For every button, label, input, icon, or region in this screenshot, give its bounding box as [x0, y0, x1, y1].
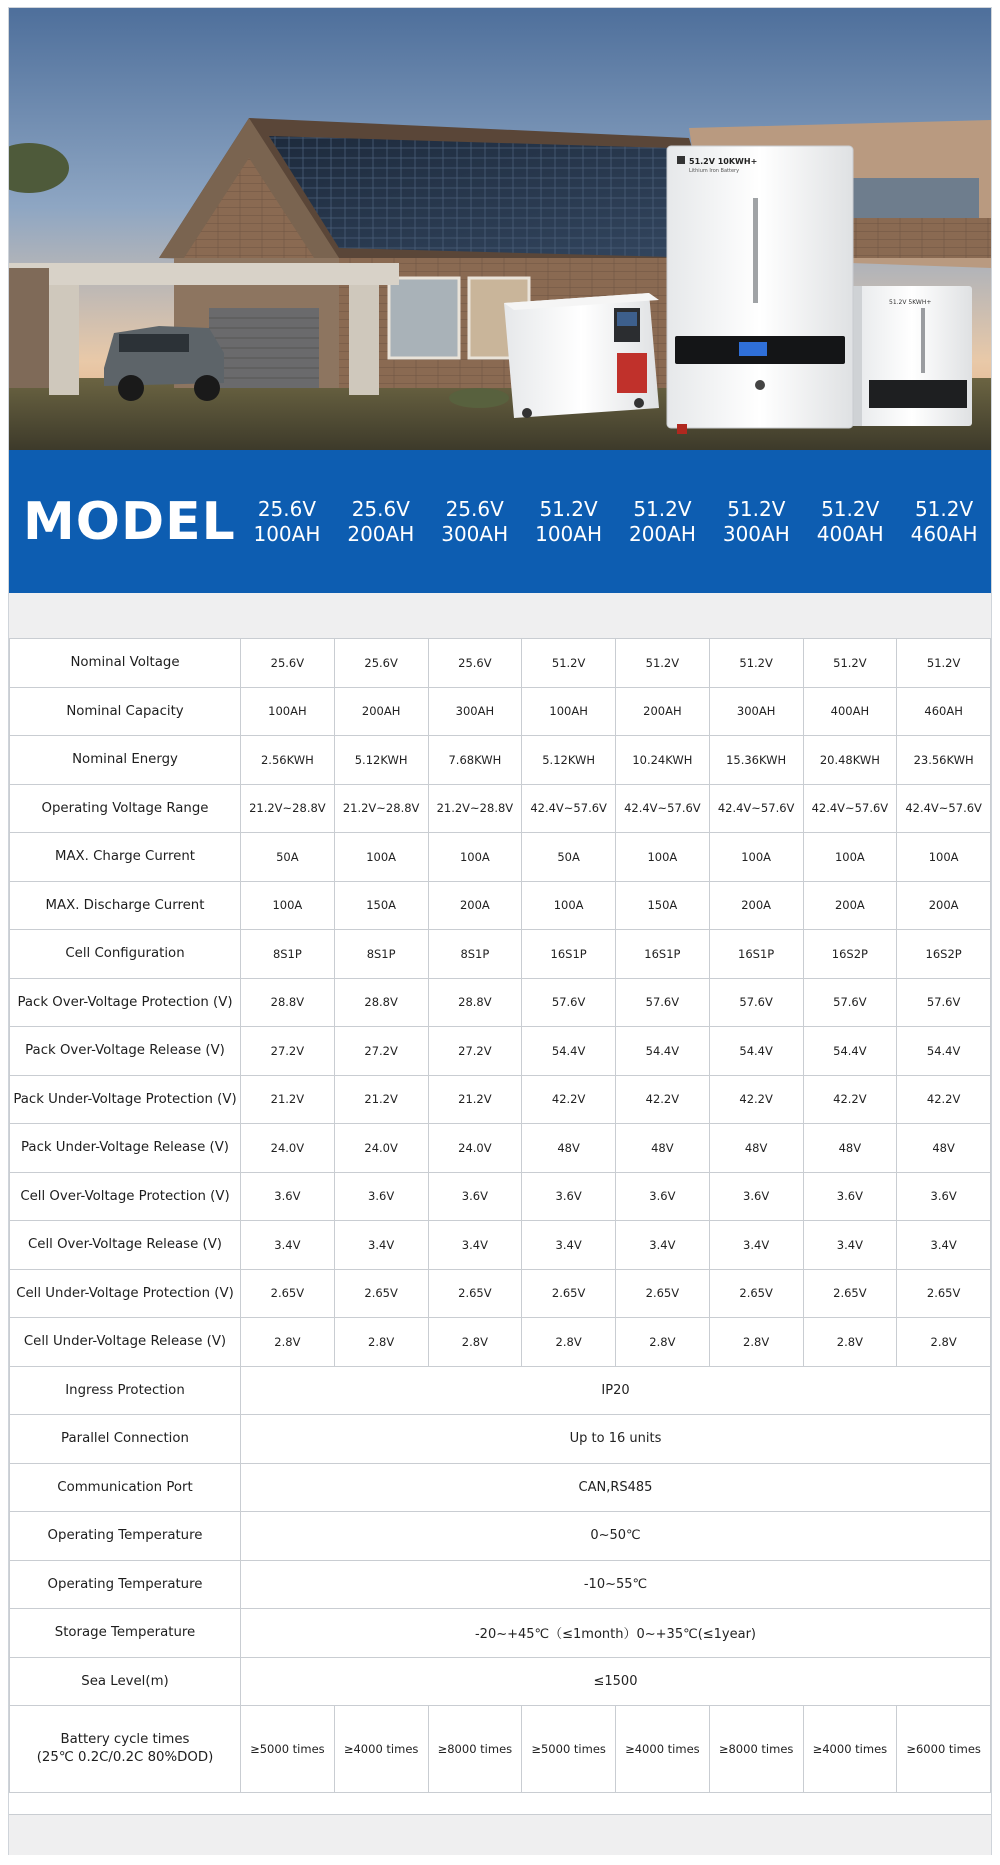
model-capacity: 400AH [816, 521, 884, 546]
cycle-value: ≥8000 times [709, 1706, 803, 1793]
spec-value: 2.65V [241, 1269, 335, 1318]
spec-value: 54.4V [709, 1027, 803, 1076]
spec-value: 5.12KWH [522, 736, 616, 785]
spec-value: 8S1P [334, 930, 428, 979]
spec-value: 57.6V [897, 978, 991, 1027]
spec-label: MAX. Discharge Current [10, 881, 241, 930]
spec-value: 51.2V [616, 639, 710, 688]
spec-value: 48V [616, 1124, 710, 1173]
spec-value: 42.4V~57.6V [616, 784, 710, 833]
spec-value: 3.4V [616, 1221, 710, 1270]
spec-label: Pack Over-Voltage Protection (V) [10, 978, 241, 1027]
cycle-value: ≥8000 times [428, 1706, 522, 1793]
spec-value: 48V [709, 1124, 803, 1173]
spec-value: 2.8V [334, 1318, 428, 1367]
spec-value: 100A [428, 833, 522, 882]
model-columns [240, 450, 991, 593]
spec-label: Nominal Energy [10, 736, 241, 785]
model-capacity: 100AH [535, 521, 603, 546]
spec-value: 57.6V [616, 978, 710, 1027]
spec-value: 54.4V [616, 1027, 710, 1076]
spec-value: 2.8V [241, 1318, 335, 1367]
spec-value: 2.56KWH [241, 736, 335, 785]
spec-value: 2.65V [803, 1269, 897, 1318]
spec-value: 3.4V [709, 1221, 803, 1270]
spec-value: 100AH [241, 687, 335, 736]
spec-label: Cell Over-Voltage Protection (V) [10, 1172, 241, 1221]
spec-value: 3.4V [803, 1221, 897, 1270]
model-column [522, 450, 616, 593]
spec-label: Cell Configuration [10, 930, 241, 979]
spec-value: 27.2V [334, 1027, 428, 1076]
spec-value: 42.4V~57.6V [709, 784, 803, 833]
spec-row [10, 1172, 991, 1221]
spec-value: 460AH [897, 687, 991, 736]
spec-table [9, 638, 991, 1793]
model-column [334, 450, 428, 593]
spec-value: 42.2V [803, 1075, 897, 1124]
spec-value: 100A [522, 881, 616, 930]
spec-value: 24.0V [428, 1124, 522, 1173]
cycle-value: ≥5000 times [241, 1706, 335, 1793]
cabinet-battery-graphic [504, 293, 659, 418]
spec-label: Sea Level(m) [10, 1657, 241, 1706]
spec-row [10, 687, 991, 736]
spec-value: 2.65V [616, 1269, 710, 1318]
spec-value: 150A [616, 881, 710, 930]
spec-value: 3.6V [334, 1172, 428, 1221]
model-capacity: 100AH [253, 521, 321, 546]
model-capacity: 200AH [628, 521, 696, 546]
spec-row [10, 1124, 991, 1173]
spec-value: 2.8V [897, 1318, 991, 1367]
spec-value: 54.4V [803, 1027, 897, 1076]
model-voltage: 25.6V [445, 496, 504, 521]
spec-value: 16S1P [709, 930, 803, 979]
spec-label: Storage Temperature [10, 1609, 241, 1658]
spec-shared-value: -10~55℃ [241, 1560, 991, 1609]
model-voltage: 51.2V [914, 496, 974, 521]
spec-row [10, 978, 991, 1027]
model-column [803, 450, 897, 593]
spec-value: 21.2V~28.8V [241, 784, 335, 833]
spec-value: 42.4V~57.6V [897, 784, 991, 833]
spec-value: 2.8V [709, 1318, 803, 1367]
model-column [428, 450, 522, 593]
spec-value: 300AH [709, 687, 803, 736]
spec-value: 2.65V [428, 1269, 522, 1318]
spec-value: 2.65V [897, 1269, 991, 1318]
spec-shared-value: IP20 [241, 1366, 991, 1415]
model-capacity: 300AH [441, 521, 509, 546]
spec-label: Pack Under-Voltage Release (V) [10, 1124, 241, 1173]
spec-value: 25.6V [241, 639, 335, 688]
spec-value: 8S1P [241, 930, 335, 979]
spec-value: 21.2V~28.8V [334, 784, 428, 833]
house-with-batteries-illustration [9, 8, 991, 450]
spec-value: 10.24KWH [616, 736, 710, 785]
cycle-value: ≥4000 times [334, 1706, 428, 1793]
spec-value: 100A [897, 833, 991, 882]
spec-value: 300AH [428, 687, 522, 736]
spec-value: 28.8V [241, 978, 335, 1027]
spec-row-cycles [10, 1706, 991, 1793]
spec-value: 100A [616, 833, 710, 882]
spec-value: 23.56KWH [897, 736, 991, 785]
spec-shared-value: ≤1500 [241, 1657, 991, 1706]
spec-value: 24.0V [334, 1124, 428, 1173]
spec-value: 2.8V [522, 1318, 616, 1367]
spec-value: 100A [241, 881, 335, 930]
spec-row-shared [10, 1415, 991, 1464]
spec-label: Cell Under-Voltage Protection (V) [10, 1269, 241, 1318]
spec-row-shared [10, 1560, 991, 1609]
spec-row [10, 1269, 991, 1318]
spec-value: 42.2V [897, 1075, 991, 1124]
spec-value: 3.4V [428, 1221, 522, 1270]
spec-label: Pack Over-Voltage Release (V) [10, 1027, 241, 1076]
spec-value: 21.2V [428, 1075, 522, 1124]
model-banner [9, 450, 991, 593]
spec-value: 21.2V~28.8V [428, 784, 522, 833]
model-column [616, 450, 710, 593]
spec-value: 200A [803, 881, 897, 930]
spec-row [10, 736, 991, 785]
spec-value: 21.2V [241, 1075, 335, 1124]
spec-value: 28.8V [428, 978, 522, 1027]
model-voltage: 25.6V [257, 496, 317, 521]
spec-value: 28.8V [334, 978, 428, 1027]
spec-value: 57.6V [803, 978, 897, 1027]
spec-value: 3.6V [803, 1172, 897, 1221]
spec-value: 51.2V [522, 639, 616, 688]
spec-row [10, 639, 991, 688]
spec-value: 48V [803, 1124, 897, 1173]
spec-shared-value: CAN,RS485 [241, 1463, 991, 1512]
spec-value: 200AH [616, 687, 710, 736]
spec-value: 200A [709, 881, 803, 930]
wall-battery-sub: Lithium Iron Battery [689, 168, 740, 174]
spec-label: MAX. Charge Current [10, 833, 241, 882]
spec-value: 100A [803, 833, 897, 882]
spec-value: 3.6V [428, 1172, 522, 1221]
wall-battery-badge: 51.2V 10KWH+ [689, 157, 758, 166]
spec-label: Operating Temperature [10, 1560, 241, 1609]
spec-value: 2.8V [616, 1318, 710, 1367]
spec-label: Cell Under-Voltage Release (V) [10, 1318, 241, 1367]
spec-row-shared [10, 1463, 991, 1512]
spec-value: 2.65V [709, 1269, 803, 1318]
spec-value: 200AH [334, 687, 428, 736]
model-capacity: 460AH [910, 521, 978, 546]
spec-label: Nominal Voltage [10, 639, 241, 688]
spec-value: 2.8V [803, 1318, 897, 1367]
spec-value: 51.2V [897, 639, 991, 688]
spec-row [10, 881, 991, 930]
spec-value: 27.2V [428, 1027, 522, 1076]
spec-value: 3.6V [522, 1172, 616, 1221]
separator-strip [9, 593, 991, 639]
model-column [897, 450, 991, 593]
spec-label: Operating Voltage Range [10, 784, 241, 833]
spec-value: 100A [709, 833, 803, 882]
spec-shared-value: 0~50℃ [241, 1512, 991, 1561]
spec-value: 3.6V [897, 1172, 991, 1221]
spec-value: 3.6V [241, 1172, 335, 1221]
spec-value: 20.48KWH [803, 736, 897, 785]
model-voltage: 25.6V [351, 496, 410, 521]
spec-value: 50A [522, 833, 616, 882]
spec-label: Parallel Connection [10, 1415, 241, 1464]
spec-value: 48V [522, 1124, 616, 1173]
spec-row [10, 930, 991, 979]
cycle-label-condition: (25℃ 0.2C/0.2C 80%DOD) [36, 1750, 214, 1765]
model-title: MODEL [23, 491, 236, 552]
spec-row [10, 833, 991, 882]
spec-value: 15.36KWH [709, 736, 803, 785]
model-column [240, 450, 334, 593]
spec-row [10, 784, 991, 833]
spec-value: 51.2V [803, 639, 897, 688]
spec-row [10, 1221, 991, 1270]
spec-value: 48V [897, 1124, 991, 1173]
spec-value: 16S2P [897, 930, 991, 979]
spec-value: 8S1P [428, 930, 522, 979]
spec-value: 3.4V [241, 1221, 335, 1270]
spec-value: 25.6V [334, 639, 428, 688]
model-column [709, 450, 803, 593]
spec-label: Operating Temperature [10, 1512, 241, 1561]
spec-value: 200A [897, 881, 991, 930]
spec-row-shared [10, 1512, 991, 1561]
spec-value: 2.65V [522, 1269, 616, 1318]
spec-value: 57.6V [522, 978, 616, 1027]
cycle-value: ≥5000 times [522, 1706, 616, 1793]
cycle-value: ≥4000 times [803, 1706, 897, 1793]
spec-value: 200A [428, 881, 522, 930]
spec-shared-value: Up to 16 units [241, 1415, 991, 1464]
small-battery-graphic [852, 286, 972, 426]
spec-label: Nominal Capacity [10, 687, 241, 736]
spec-value: 57.6V [709, 978, 803, 1027]
cycle-value: ≥6000 times [897, 1706, 991, 1793]
spec-value: 3.4V [522, 1221, 616, 1270]
small-battery-badge: 51.2V 5KWH+ [889, 299, 932, 306]
spec-label: Ingress Protection [10, 1366, 241, 1415]
spec-row-shared [10, 1657, 991, 1706]
spec-value: 2.8V [428, 1318, 522, 1367]
spec-value: 3.4V [897, 1221, 991, 1270]
spec-value: 16S1P [522, 930, 616, 979]
spec-value: 2.65V [334, 1269, 428, 1318]
spec-value: 16S1P [616, 930, 710, 979]
footer-strip [9, 1814, 991, 1855]
spec-value: 42.2V [522, 1075, 616, 1124]
spec-value: 42.4V~57.6V [522, 784, 616, 833]
spec-value: 3.6V [616, 1172, 710, 1221]
spec-row-shared [10, 1609, 991, 1658]
model-voltage: 51.2V [539, 496, 598, 521]
spec-value: 50A [241, 833, 335, 882]
spec-row [10, 1075, 991, 1124]
spec-value: 7.68KWH [428, 736, 522, 785]
spec-value: 24.0V [241, 1124, 335, 1173]
spec-value: 42.2V [616, 1075, 710, 1124]
spec-value: 25.6V [428, 639, 522, 688]
cycle-label [10, 1706, 241, 1793]
spec-value: 54.4V [897, 1027, 991, 1076]
spec-value: 150A [334, 881, 428, 930]
spec-value: 21.2V [334, 1075, 428, 1124]
spec-label: Pack Under-Voltage Protection (V) [10, 1075, 241, 1124]
spec-label: Communication Port [10, 1463, 241, 1512]
spec-value: 100A [334, 833, 428, 882]
spec-value: 27.2V [241, 1027, 335, 1076]
spec-value: 3.6V [709, 1172, 803, 1221]
model-voltage: 51.2V [821, 496, 880, 521]
model-capacity: 200AH [347, 521, 415, 546]
model-capacity: 300AH [722, 521, 790, 546]
spec-value: 51.2V [709, 639, 803, 688]
spec-value: 42.2V [709, 1075, 803, 1124]
spec-value: 5.12KWH [334, 736, 428, 785]
spec-row [10, 1318, 991, 1367]
wall-battery-graphic [667, 146, 853, 434]
spec-value: 100AH [522, 687, 616, 736]
spec-sheet [8, 7, 992, 1855]
spec-row [10, 1027, 991, 1076]
spec-value: 3.4V [334, 1221, 428, 1270]
cycle-value: ≥4000 times [616, 1706, 710, 1793]
spec-row-shared [10, 1366, 991, 1415]
model-voltage: 51.2V [727, 496, 786, 521]
model-voltage: 51.2V [633, 496, 692, 521]
spec-shared-value: -20~+45℃（≤1month）0~+35℃(≤1year) [241, 1609, 991, 1658]
spec-value: 42.4V~57.6V [803, 784, 897, 833]
spec-value: 16S2P [803, 930, 897, 979]
spec-value: 54.4V [522, 1027, 616, 1076]
spec-value: 400AH [803, 687, 897, 736]
cycle-label-line: Battery cycle times [60, 1732, 190, 1747]
spec-label: Cell Over-Voltage Release (V) [10, 1221, 241, 1270]
hero-image [9, 8, 991, 450]
